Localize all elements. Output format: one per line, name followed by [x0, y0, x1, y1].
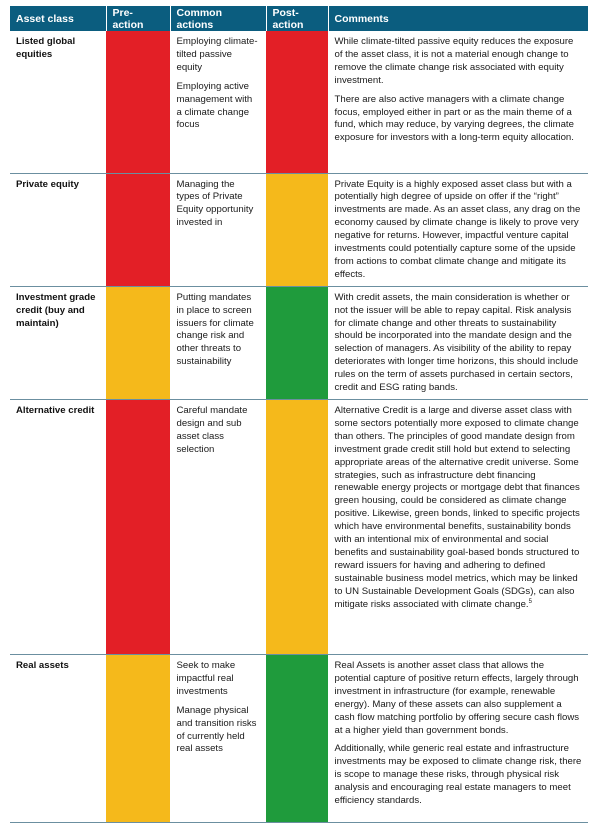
asset-class-table: [10, 6, 588, 823]
asset-class-cell: Listed global equities: [10, 31, 106, 173]
action-item: Seek to make impactful real investments: [176, 660, 236, 697]
asset-class-cell: Private equity: [10, 173, 106, 286]
comments-cell: [328, 173, 588, 286]
footnote-marker: 5: [528, 598, 532, 605]
action-item: Careful mandate design and sub asset class selection: [176, 405, 248, 455]
comments-cell: [328, 400, 588, 655]
common-actions-cell: [170, 286, 266, 399]
pre-action-status: [106, 286, 170, 399]
header-comments: Comments: [328, 6, 588, 31]
comment-paragraph: Real Assets is another asset class that allows the potential capture of positive return effects, largely through investment in infrastructure (for example, renewable energy). Many of these assets can also supplement a cash flow matching portfolio by offering secure cash flows at a higher yield than government bonds.: [334, 660, 580, 736]
common-actions-cell: [170, 173, 266, 286]
comment-text: Alternative Credit is a large and diverse asset class with some sectors potentially more exposed to climate change than others. The principles of good mandate design from investment grade credit still hold but extend to selecting appropriate areas of the alternative credit universe. Some strategies, such as infrastructure debt financing renewable energy projects or mortgage debt that finances green housing, could be considered as climate change positive. Likewise, green bonds, linked to specific projects which have environmental benefits, sustainability bonds with an intentional mix of environmental and social benefits and sustainability goal-based bonds structured to reward issuers for having and adhering to defined sustainable business model metrics, which may be linked to UN Sustainable Development Goals (SDGs), can also mitigate risks associated with climate change.: [334, 405, 580, 610]
action-item: Managing the types of Private Equity opportunity invested in: [176, 178, 254, 229]
action-item: Manage physical and transition risks of currently held real assets: [176, 704, 257, 755]
asset-class-table-wrapper: [10, 6, 588, 823]
header-asset-class: Asset class: [10, 6, 106, 31]
comment-paragraph: With credit assets, the main consideration is whether or not the issuer will be able to repay capital. Risk analysis for climate change and other threats to sustainability should be incorporated into the mandate design and the selection of managers. As visibility of the ability to repay deteriorates with longer time horizons, this should include rules on the term of assets purchased in certain sectors, credit and ESG rating bands.: [334, 291, 579, 394]
action-item: Putting mandates in place to screen issuers for climate change risk and other threats to sustainability: [176, 291, 254, 368]
common-actions-cell: [170, 400, 266, 655]
pre-action-status: [106, 31, 170, 173]
table-row: [10, 31, 588, 173]
common-actions-cell: [170, 31, 266, 173]
table-row: [10, 655, 588, 823]
comment-paragraph: [335, 405, 583, 612]
comment-paragraph: Private Equity is a highly exposed asset class but with a potentially high degree of upside on offer if the “right” investments are made. As an asset class, any drag on the economy caused by climate change is likely to prove very negative for returns. However, impactful venture capital investments could potentially capture some of the upside from actions to combat climate change and mitigate its effects.: [334, 178, 581, 280]
asset-class-cell: Investment grade credit (buy and maintain): [10, 286, 106, 399]
header-post-action: Post-action: [266, 6, 328, 31]
header-common-actions: Common actions: [170, 6, 266, 31]
common-actions-cell: [170, 655, 266, 823]
comment-paragraph: While climate-tilted passive equity reduces the exposure of the asset class, it is not a material enough change to remove the climate change risk associated with equity investment.: [334, 36, 574, 86]
comments-cell: [328, 286, 588, 399]
comments-cell: [328, 655, 588, 823]
comments-cell: [328, 31, 588, 173]
post-action-status: [266, 286, 328, 399]
table-row: [10, 400, 588, 655]
post-action-status: [266, 655, 328, 823]
table-row: [10, 286, 588, 399]
pre-action-status: [106, 400, 170, 655]
pre-action-status: [106, 655, 170, 823]
header-pre-action: Pre- action: [106, 6, 170, 31]
header-row: [10, 6, 588, 31]
post-action-status: [266, 400, 328, 655]
asset-class-cell: Real assets: [10, 655, 106, 823]
comment-paragraph: Additionally, while generic real estate and infrastructure investments may be exposed to climate change risk, there is scope to manage these risks, through physical risk analysis and encouraging real estate managers to meet efficiency standards.: [334, 743, 582, 807]
asset-class-cell: Alternative credit: [10, 400, 106, 655]
post-action-status: [266, 173, 328, 286]
comment-paragraph: There are also active managers with a climate change focus, employed either in part or as the main theme of a fund, which may reduce, by varying degrees, the climate exposure for investors with a long-term equity allocation.: [334, 93, 574, 144]
action-item: Employing climate-tilted passive equity: [176, 36, 258, 73]
table-row: [10, 173, 588, 286]
action-item: Employing active management with a climate change focus: [176, 80, 253, 131]
pre-action-status: [106, 173, 170, 286]
post-action-status: [266, 31, 328, 173]
